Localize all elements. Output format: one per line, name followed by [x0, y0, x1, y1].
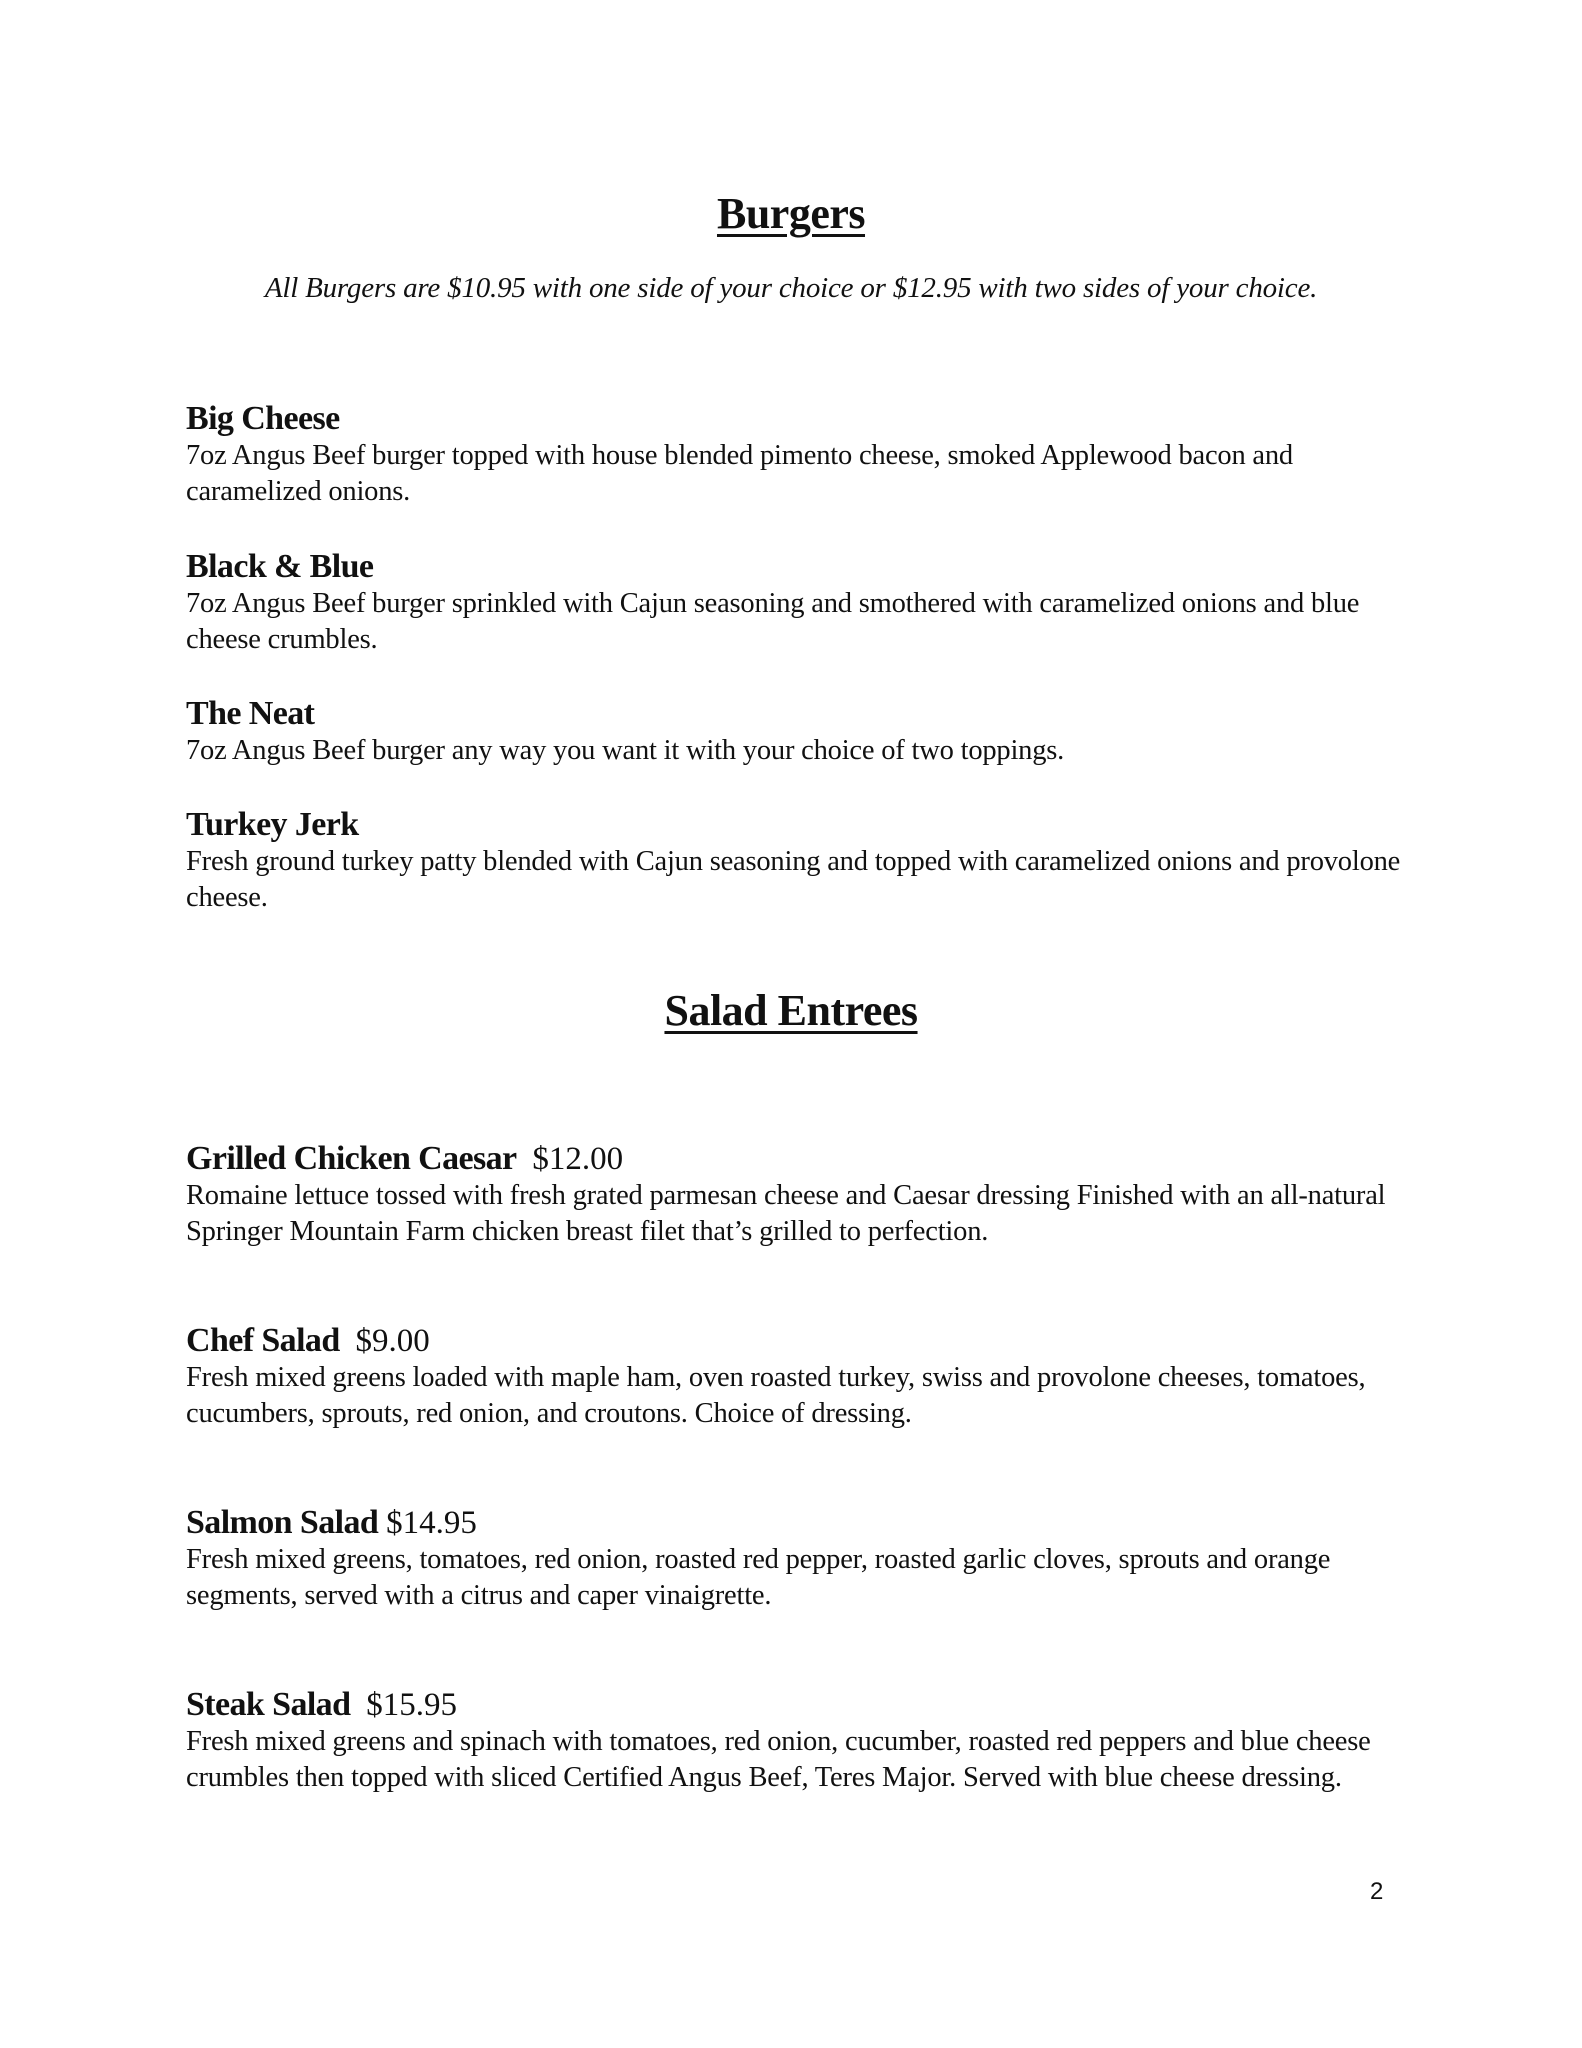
- menu-item-black-and-blue: [186, 548, 1406, 658]
- item-price: $12.00: [532, 1141, 624, 1177]
- item-header: [186, 1322, 1406, 1360]
- item-description: Romaine lettuce tossed with fresh grated parmesan cheese and Caesar dressing Finished with an all-natural Springer Mountain Farm chicken breast filet that’s grilled to perfection.: [186, 1180, 1386, 1247]
- menu-item-turkey-jerk: [186, 806, 1406, 916]
- item-name: The Neat: [186, 695, 315, 732]
- page-number: 2: [1370, 1878, 1384, 1905]
- menu-item-steak-salad: [186, 1686, 1406, 1796]
- burgers-heading: [0, 188, 1582, 239]
- item-header: [186, 1504, 1406, 1542]
- burgers-heading-text: Burgers: [716, 189, 866, 238]
- item-description: 7oz Angus Beef burger any way you want it with your choice of two toppings.: [186, 735, 1065, 766]
- item-price: $15.95: [366, 1687, 457, 1723]
- salads-heading: [0, 985, 1582, 1036]
- item-name: Turkey Jerk: [186, 806, 359, 843]
- item-header: [186, 1140, 1406, 1178]
- item-name: Salmon Salad: [186, 1504, 379, 1541]
- item-description: Fresh mixed greens and spinach with tomatoes, red onion, cucumber, roasted red peppers and blue cheese crumbles then topped with sliced Certified Angus Beef, Teres Major. Served with blue cheese dressing.: [186, 1726, 1371, 1793]
- item-description: Fresh mixed greens, tomatoes, red onion, roasted red pepper, roasted garlic cloves, sprouts and orange segments, served with a citrus and caper vinaigrette.: [186, 1544, 1331, 1611]
- item-price: $9.00: [355, 1323, 430, 1359]
- item-description: Fresh mixed greens loaded with maple ham, oven roasted turkey, swiss and provolone cheeses, tomatoes, cucumbers, sprouts, red onion, and croutons. Choice of dressing.: [186, 1362, 1366, 1429]
- salads-heading-text: Salad Entrees: [664, 986, 918, 1035]
- item-name: Chef Salad: [186, 1322, 340, 1359]
- item-price: $14.95: [386, 1505, 477, 1541]
- item-description: 7oz Angus Beef burger sprinkled with Cajun seasoning and smothered with caramelized onions and blue cheese crumbles.: [186, 588, 1360, 655]
- item-name: Grilled Chicken Caesar: [186, 1140, 517, 1177]
- item-name: Black & Blue: [186, 548, 374, 585]
- burgers-intro: All Burgers are $10.95 with one side of your choice or $12.95 with two sides of your choice.: [264, 272, 1318, 304]
- item-name: Big Cheese: [186, 400, 340, 437]
- menu-item-big-cheese: [186, 400, 1406, 510]
- item-name: Steak Salad: [186, 1686, 351, 1723]
- menu-item-salmon-salad: [186, 1504, 1406, 1614]
- item-description: 7oz Angus Beef burger topped with house blended pimento cheese, smoked Applewood bacon and caramelized onions.: [186, 440, 1293, 507]
- menu-item-grilled-chicken-caesar: [186, 1140, 1406, 1250]
- item-header: [186, 1686, 1406, 1724]
- menu-item-the-neat: [186, 695, 1406, 769]
- menu-item-chef-salad: [186, 1322, 1406, 1432]
- item-description: Fresh ground turkey patty blended with Cajun seasoning and topped with caramelized onions and provolone cheese.: [186, 846, 1401, 913]
